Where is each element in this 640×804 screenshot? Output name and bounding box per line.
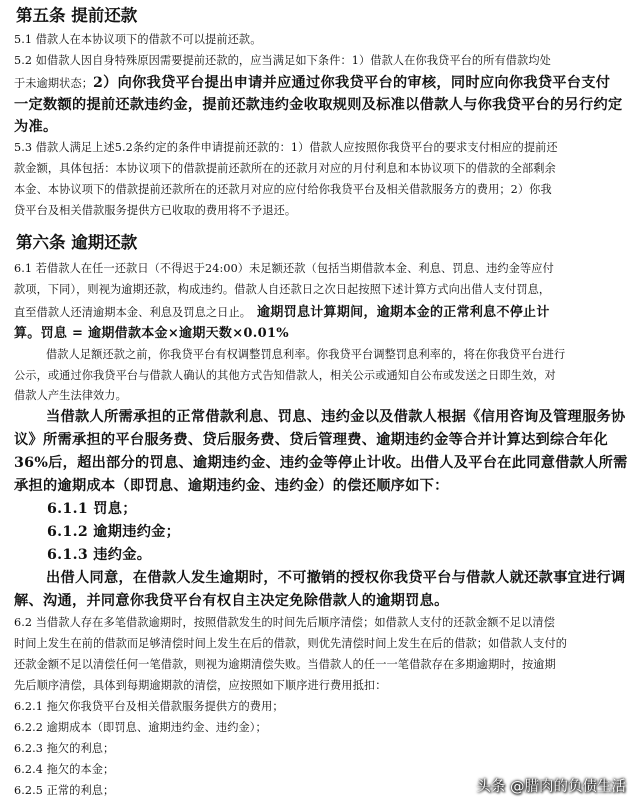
cap-clause-line: 承担的逾期成本（即罚息、逾期违约金、违约金）的偿还顺序如下：: [14, 478, 449, 494]
clause-5-3-line: 本金、本协议项下的借款提前还款所在的还款月对应的应付给你我贷平台及相关借款服务方的费用；2）你我: [14, 183, 552, 196]
clause-6-2-line: 还款金额不足以清偿任何一笔借款，则视为逾期清偿失败。当借款人的任一一笔借款存在多期逾期时，按逾期: [14, 658, 556, 671]
order-item: 6.1.3 违约金。: [47, 547, 152, 563]
penalty-adjust-line: 公示，或通过你我贷平台与借款人确认的其他方式告知借款人，相关公示或通知自公布或发送之日即生效，对: [14, 369, 556, 382]
clause-5-2-line: 5.2 如借款人因自身特殊原因需要提前还款的，应当满足如下条件：1）借款人在你我贷平台的所有借款均处: [14, 54, 551, 67]
deduction-item: 6.2.1 拖欠你我贷平台及相关借款服务提供方的费用；: [14, 700, 284, 713]
cap-clause-line: 议》所需承担的平台服务费、贷后服务费、贷后管理费、逾期违约金等合并计算达到综合年化: [14, 432, 608, 448]
clause-6-2-line: 先后顺序清偿，具体到每期逾期款的清偿，应按照如下顺序进行费用抵扣：: [14, 679, 387, 692]
clause-6-1-bold: 逾期罚息计算期间，逾期本金的正常利息不停止计: [257, 305, 550, 320]
deduction-item: 6.2.2 逾期成本（即罚息、逾期违约金、违约金）；: [14, 721, 267, 734]
penalty-formula: 算。罚息 = 逾期借款本金×逾期天数×0.01%: [14, 326, 289, 341]
clause-6-2-line: 时间上发生在前的借款而足够清偿时间上发生在后的借款，则优先清偿时间上发生在后的借款；如借款人支付的: [14, 637, 568, 650]
cap-clause-line: 36%后，超出部分的罚息、逾期违约金、违约金等停止计收。出借人及平台在此同意借款人所需: [14, 455, 628, 471]
clause-5-3-line: 5.3 借款人满足上述5.2条约定的条件申请提前还款的：1）借款人应按照你我贷平台的要求支付相应的提前还: [14, 141, 558, 154]
clause-5-3-line: 贷平台及相关借款服务提供方已收取的费用将不予退还。: [14, 204, 297, 217]
watermark: 头条 @腊肉的负债生活: [476, 779, 626, 795]
article-6-title: 第六条 逾期还款: [16, 233, 138, 252]
clause-5-3-line: 款金额，具体包括：本协议项下的借款提前还款所在的还款月对应的月付利息和本协议项下的借款的全部剩余: [14, 162, 556, 175]
clause-6-1-line: 款项，下同），则视为逾期还款，构成违约。借款人自还款日之次日起按照下述计算方式向出借人支付罚息，: [14, 283, 551, 296]
clause-5-1: 5.1 借款人在本协议项下的借款不可以提前还款。: [14, 33, 262, 46]
deduction-item: 6.2.4 拖欠的本金；: [14, 763, 115, 776]
order-item: 6.1.2 逾期违约金；: [47, 524, 181, 540]
order-item: 6.1.1 罚息；: [47, 501, 137, 517]
clause-5-2-line: [14, 74, 610, 92]
clause-6-1-line: 6.1 若借款人在任一还款日（不得迟于24:00）未足额还款（包括当期借款本金、利息、罚息、违约金等应付: [14, 262, 554, 275]
clause-5-2-bold-line: 一定数额的提前还款违约金，提前还款违约金收取规则及标准以借款人与你我贷平台的另行约定: [14, 97, 623, 113]
clause-6-2-line: 6.2 当借款人存在多笔借款逾期时，按照借款发生的时间先后顺序清偿；如借款人支付的还款金额不足以清偿: [14, 616, 555, 629]
cap-clause-line: 当借款人所需承担的正常借款利息、罚息、违约金以及借款人根据《信用咨询及管理服务协: [46, 409, 626, 425]
clause-6-1-normal: 直至借款人还清逾期本金、利息及罚息之日止。: [14, 306, 252, 319]
penalty-adjust-line: 借款人产生法律效力。: [14, 389, 127, 402]
penalty-adjust-line: 借款人足额还款之前，你我贷平台有权调整罚息利率。你我贷平台调整罚息利率的，将在你我贷平台进行: [46, 348, 566, 361]
waiver-clause-line: 出借人同意，在借款人发生逾期时，不可撤销的授权你我贷平台与借款人就还款事宜进行调: [46, 570, 626, 586]
article-5-title: 第五条 提前还款: [16, 6, 138, 25]
clause-5-2-bold-line: 为准。: [14, 119, 58, 135]
waiver-clause-line: 解、沟通，并同意你我贷平台有权自主决定免除借款人的逾期罚息。: [14, 593, 449, 609]
clause-6-1-line: [14, 304, 550, 322]
deduction-item: 6.2.3 拖欠的利息；: [14, 742, 115, 755]
clause-5-2-normal: 于未逾期状态；: [14, 77, 94, 90]
clause-5-2-bold: 2）向你我贷平台提出申请并应通过你我贷平台的审核，同时应向你我贷平台支付: [93, 75, 611, 91]
deduction-item: 6.2.5 正常的利息；: [14, 784, 115, 797]
